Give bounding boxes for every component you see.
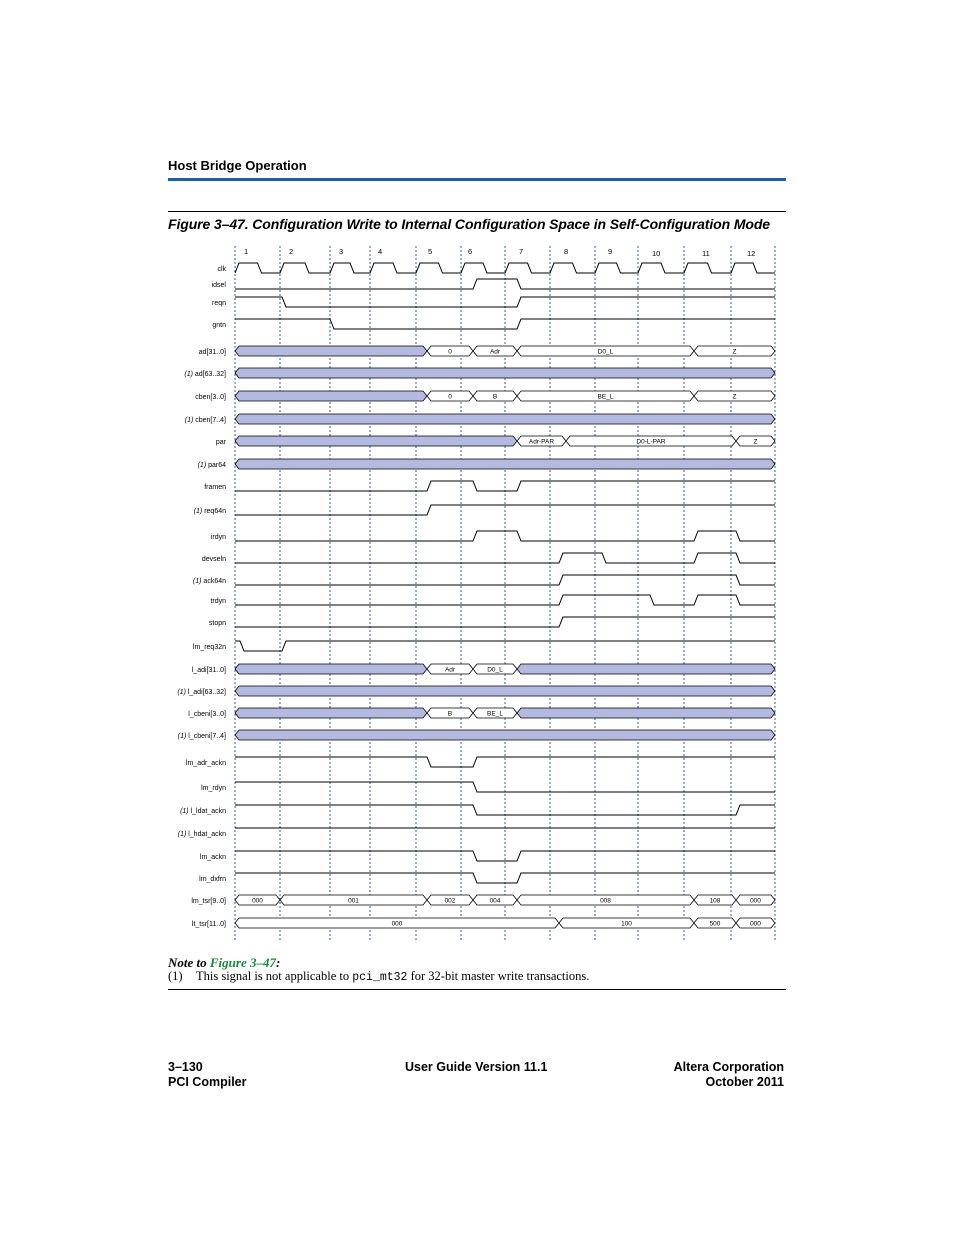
signal-label: clk [217,266,226,273]
signal-label: (1) par64 [197,462,226,469]
note-text-after: for 32-bit master write transactions. [407,969,590,983]
lt-tsr-bus-value: 000 [391,920,403,928]
par-bus-value: D0-L-PAR [636,438,666,446]
signal-label: stopn [208,620,226,627]
l-cbeni-high-bus [235,730,775,740]
signal-label: l_adi[31..0] [191,667,226,674]
note-text-before: This signal is not applicable to [196,969,353,983]
product-name: PCI Compiler [168,1075,247,1089]
publish-date: October 2011 [705,1075,784,1089]
lm-tsr-bus-value: 002 [444,897,456,905]
l-cbeni-low-bus [235,708,427,718]
footer-left [168,1060,247,1090]
signal-label: cben[3..0] [195,394,226,401]
signal-label: (1) l_ldat_ackn [180,808,226,815]
clock-number: 12 [747,249,756,258]
cben-low-bus [235,391,427,401]
signal-label: irdyn [210,534,226,541]
cben-low-bus-value: BE_L [597,393,614,401]
l-adi-low-bus-value: Adr [444,666,456,674]
clock-number: 9 [608,247,613,256]
clock-number: 8 [564,247,569,256]
signal-label: (1) req64n [193,508,226,515]
signal-label: lm_req32n [192,644,226,651]
l-cbeni-low-bus-value: BE_L [487,710,503,718]
signal-label: trdyn [210,598,226,605]
ad-high-bus [235,368,775,378]
par64-bus [235,459,775,469]
signal-label: (1) l_adi[63..32] [177,689,226,696]
signal-label: par [215,439,226,446]
clock-number: 6 [468,247,473,256]
signal-label: (1) ad[63..32] [184,371,226,378]
figure-title: Figure 3–47. Configuration Write to Internal Configuration Space in Self-Configuration Mode [168,216,770,232]
clock-number: 11 [702,249,710,258]
ad-low-bus-value: D0_L [597,348,614,356]
clock-number: 2 [289,247,294,256]
signal-label: ad[31..0] [198,349,226,356]
lm-tsr-bus-value: 108 [709,897,721,905]
l-adi-low-bus-value: D0_L [487,666,503,674]
page-number: 3–130 [168,1060,203,1074]
lm-tsr-bus-value: 008 [600,897,611,905]
signal-label: lm_ackn [199,854,226,861]
signal-label: (1) ack64n [192,578,226,585]
clock-number: 5 [428,247,433,256]
signal-label: lm_dxfrn [199,876,226,883]
note-item-number: (1) [168,969,183,983]
l-cbeni-low-bus-value: B [447,710,453,718]
signal-label: l_cbeni[3..0] [188,711,226,718]
ad-low-bus [235,346,427,356]
signal-label: lm_adr_ackn [185,760,226,767]
l-adi-low-bus [517,664,775,674]
clock-number: 7 [519,247,524,256]
ad-low-bus-value: Adr [489,348,501,356]
note-code: pci_mt32 [352,971,408,984]
signal-label: framen [204,484,226,491]
signal-label: idsel [211,282,226,289]
cben-low-bus-value: 0 [448,393,452,401]
header-rule [168,178,786,181]
lm-tsr-bus-value: 001 [348,897,359,905]
signal-label: (1) l_hdat_ackn [177,831,226,838]
timing-diagram [168,240,786,950]
note-heading-suffix: : [275,955,281,970]
guide-version: User Guide Version 11.1 [405,1060,548,1074]
signal-label: lm_rdyn [201,785,226,792]
ad-low-bus-value: Z [732,348,737,356]
signal-label: devseln [201,556,226,563]
signal-label: gntn [212,322,226,329]
cben-low-bus-value: B [492,393,498,401]
signal-label: lm_tsr[9..0] [191,898,226,905]
note-heading-prefix: Note to [168,955,210,970]
ad-low-bus-value: 0 [448,348,452,356]
figure-top-rule [168,211,786,212]
note-bottom-rule [168,989,786,990]
signal-label: (1) cben[7..4] [184,417,226,424]
par-bus-value: Z [753,438,758,446]
clock-number: 4 [378,247,383,256]
lt-tsr-bus-value: 500 [709,920,721,928]
l-cbeni-low-bus [517,708,775,718]
clock-number: 3 [339,247,344,256]
clock-number: 1 [244,247,249,256]
clock-number: 10 [652,249,661,258]
figure-link[interactable]: Figure 3–47 [209,955,276,970]
lm-tsr-bus-value: 000 [750,897,761,905]
note-item [168,969,589,984]
company-name: Altera Corporation [673,1060,784,1074]
l-adi-high-bus [235,686,775,696]
footer-center [405,1060,547,1075]
signal-label: reqn [211,300,226,307]
footer-right [674,1060,784,1090]
cben-high-bus [235,414,775,424]
cben-low-bus-value: Z [732,393,737,401]
signal-label: lt_tsr[11..0] [191,921,226,928]
l-adi-low-bus [235,664,427,674]
par-bus-value: Adr-PAR [528,438,555,446]
section-title: Host Bridge Operation [168,158,307,173]
par-bus [235,436,517,446]
signal-label: (1) l_cbeni[7..4] [177,733,226,740]
lm-tsr-bus-value: 004 [489,897,501,905]
lm-tsr-bus-value: 000 [252,897,263,905]
lt-tsr-bus-value: 100 [621,920,632,928]
lt-tsr-bus-value: 000 [750,920,761,928]
